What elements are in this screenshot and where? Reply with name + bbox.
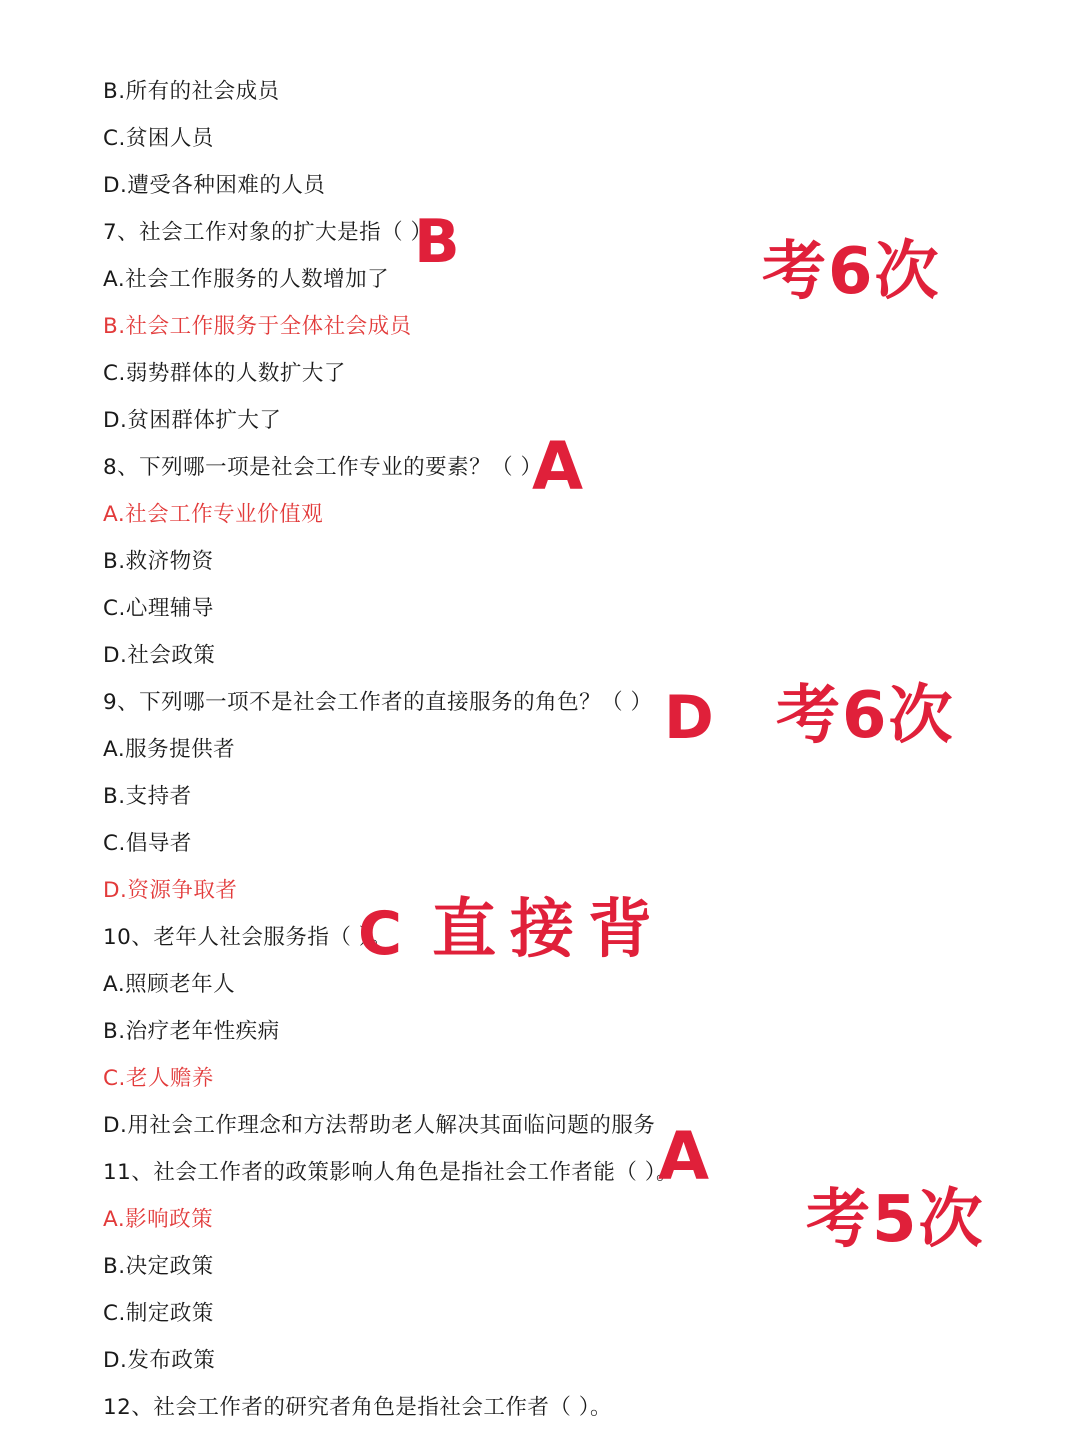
q10-memorize-note: 直接背 [432, 893, 666, 967]
option-c-q9: C.倡导者 [103, 831, 192, 856]
option-b-q6: B.所有的社会成员 [103, 79, 280, 104]
q8-handwritten-answer: A [532, 428, 584, 505]
question-8: 8、下列哪一项是社会工作专业的要素？（ ） [103, 455, 543, 480]
option-b-q8: B.救济物资 [103, 549, 214, 574]
option-d-q8: D.社会政策 [103, 643, 216, 668]
q11-exam-count-note: 考5次 [806, 1183, 985, 1257]
option-a-q11: A.影响政策 [103, 1207, 214, 1232]
option-c-q11: C.制定政策 [103, 1301, 214, 1326]
option-d-q11: D.发布政策 [103, 1348, 216, 1373]
q10-handwritten-answer: C [358, 899, 403, 969]
option-a-q9: A.服务提供者 [103, 737, 236, 762]
option-a-q8: A.社会工作专业价值观 [103, 502, 324, 527]
option-a-q7: A.社会工作服务的人数增加了 [103, 267, 390, 292]
question-7: 7、社会工作对象的扩大是指（ ）。 [103, 220, 444, 245]
q11-handwritten-answer: A [658, 1118, 710, 1195]
option-b-q7: B.社会工作服务于全体社会成员 [103, 314, 412, 339]
question-10: 10、老年人社会服务指（ ）。 [103, 925, 392, 950]
option-d-q7: D.贫困群体扩大了 [103, 408, 282, 433]
q7-exam-count-note: 考6次 [762, 235, 941, 309]
option-d-q10: D.用社会工作理念和方法帮助老人解决其面临问题的服务 [103, 1113, 656, 1138]
option-c-q10: C.老人赡养 [103, 1066, 214, 1091]
question-9: 9、下列哪一项不是社会工作者的直接服务的角色？（ ） [103, 690, 653, 715]
option-b-q10: B.治疗老年性疾病 [103, 1019, 280, 1044]
option-b-q9: B.支持者 [103, 784, 192, 809]
option-c-q6: C.贫困人员 [103, 126, 214, 151]
q9-exam-count-note: 考6次 [776, 679, 955, 753]
question-12: 12、社会工作者的研究者角色是指社会工作者（ ）。 [103, 1395, 612, 1420]
option-a-q10: A.照顾老年人 [103, 972, 236, 997]
option-c-q8: C.心理辅导 [103, 596, 214, 621]
q7-handwritten-answer: B [414, 207, 460, 277]
option-d-q6: D.遭受各种困难的人员 [103, 173, 326, 198]
question-11: 11、社会工作者的政策影响人角色是指社会工作者能（ ）。 [103, 1160, 678, 1185]
option-b-q11: B.决定政策 [103, 1254, 214, 1279]
option-c-q7: C.弱势群体的人数扩大了 [103, 361, 346, 386]
q9-handwritten-answer: D [664, 683, 714, 753]
option-d-q9: D.资源争取者 [103, 878, 238, 903]
